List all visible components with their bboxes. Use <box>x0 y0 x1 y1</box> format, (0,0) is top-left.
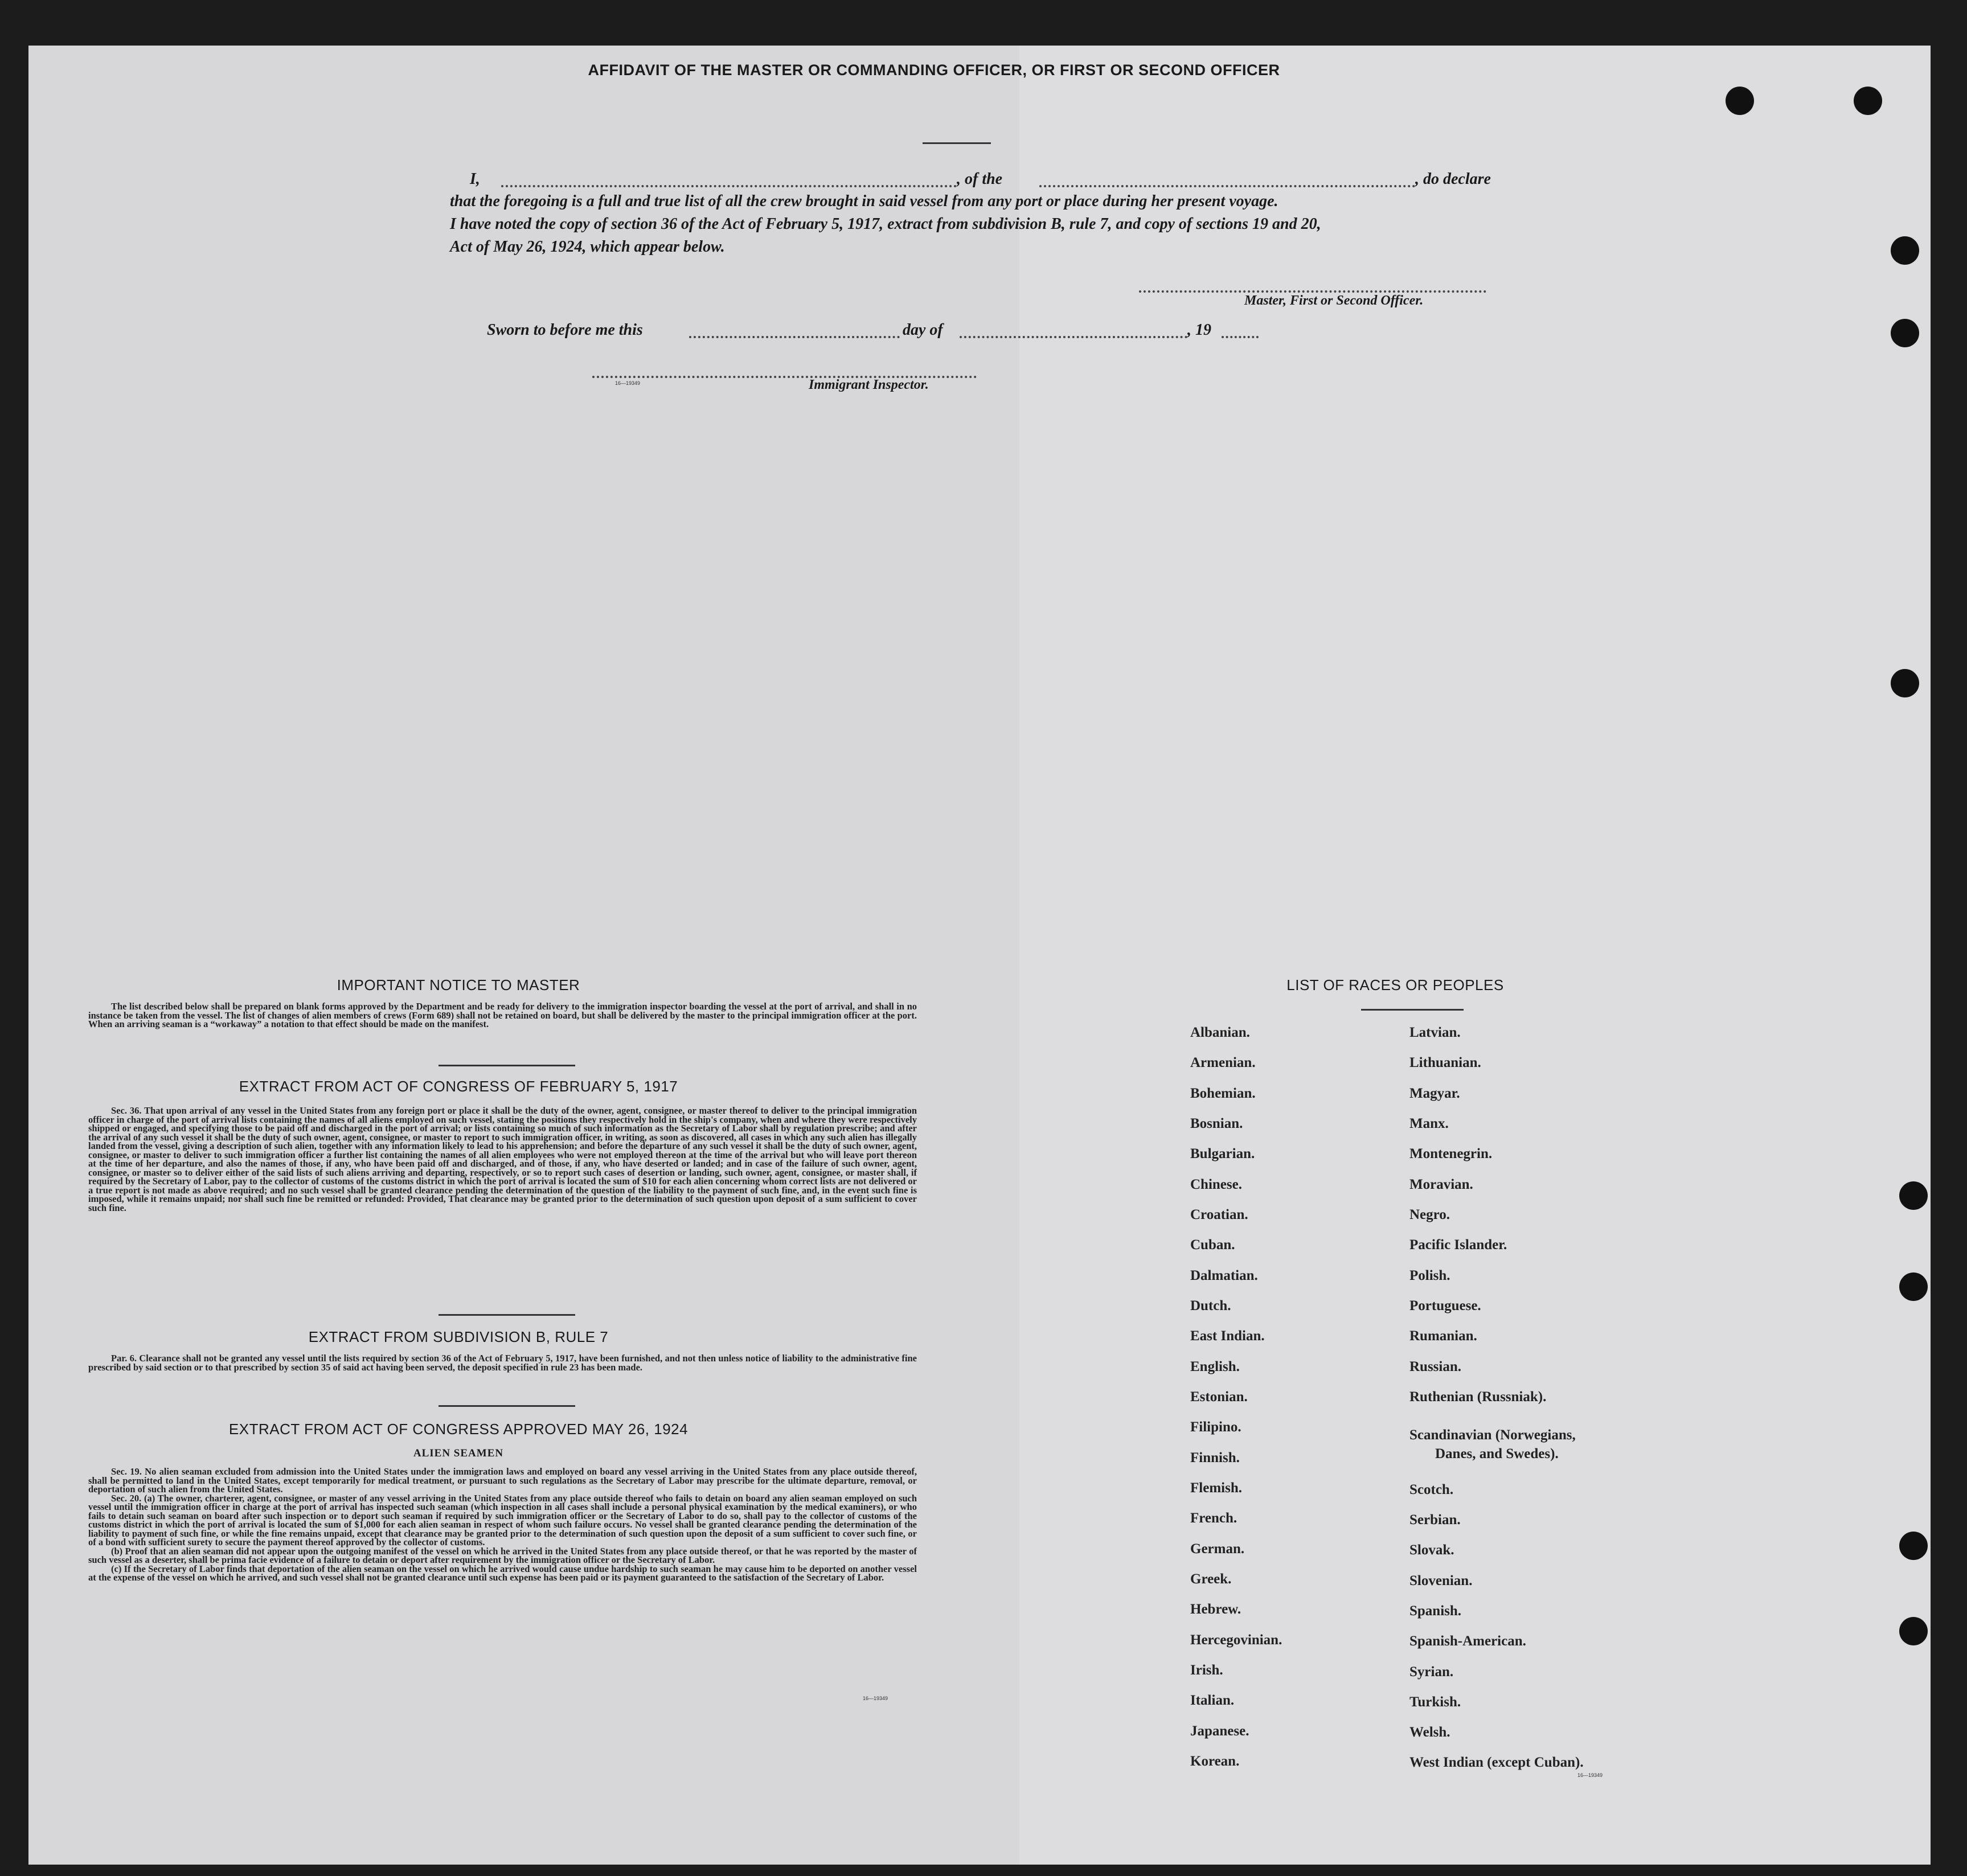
race-item: Bosnian. <box>1190 1116 1243 1131</box>
sec19-paragraph: Sec. 19. No alien seaman excluded from admission into the United States under the immigration laws and employed on board any vessel arriving in the United States from any place outside thereof, shall be permitted to land in the United States, except temporarily for medical treatment, or pursuant to such regulations as the Secretary of Labor may prescribe for the ultimate departure, removal, or deportation of such alien from the United States. <box>88 1466 917 1495</box>
race-item: Italian. <box>1190 1693 1235 1708</box>
race-item: German. <box>1190 1541 1245 1557</box>
affidavit-title: AFFIDAVIT OF THE MASTER OR COMMANDING OFFICER, OR FIRST OR SECOND OFFICER <box>588 61 1280 79</box>
race-item: Moravian. <box>1409 1177 1473 1192</box>
punch-hole <box>1899 1532 1928 1560</box>
race-item: Japanese. <box>1190 1723 1249 1739</box>
race-item: French. <box>1190 1510 1237 1526</box>
race-item: Filipino. <box>1190 1419 1241 1435</box>
race-item: Albanian. <box>1190 1025 1250 1040</box>
race-item: Scandinavian (Norwegians, <box>1409 1427 1576 1443</box>
master-signature-line[interactable] <box>1139 290 1486 293</box>
race-item: English. <box>1190 1359 1240 1374</box>
affidavit-i: I, <box>470 170 480 188</box>
extract-1917-text <box>88 1106 917 1212</box>
race-item: Dutch. <box>1190 1298 1231 1313</box>
race-item: Manx. <box>1409 1116 1449 1131</box>
punch-hole <box>1891 236 1919 265</box>
title-underline <box>923 142 991 144</box>
race-item: Croatian. <box>1190 1207 1248 1222</box>
divider <box>439 1314 575 1316</box>
race-item: Polish. <box>1409 1268 1450 1283</box>
race-item: East Indian. <box>1190 1328 1265 1344</box>
sec20c-paragraph: (c) If the Secretary of Labor finds that deportation of the alien seaman on the vessel on which he arrived would cause undue hardship to such seaman he may cause him to be deported on another vessel at the expense of the vessel on which he arrived, and such vessel shall not be granted clearance until such expense has been paid or its payment guaranteed to the satisfaction of the Secretary of Labor. <box>88 1563 917 1583</box>
race-item: Scotch. <box>1409 1482 1454 1497</box>
races-heading: LIST OF RACES OR PEOPLES <box>1286 976 1504 994</box>
notice-form-code: 16—19349 <box>863 1696 888 1701</box>
punch-hole <box>1891 669 1919 697</box>
document-right-panel <box>1019 46 1931 1865</box>
race-item: Armenian. <box>1190 1055 1256 1070</box>
notice-heading: IMPORTANT NOTICE TO MASTER <box>337 976 580 994</box>
race-item: Bohemian. <box>1190 1086 1256 1101</box>
alien-seamen-subheading: ALIEN SEAMEN <box>413 1447 504 1459</box>
rule7-heading: EXTRACT FROM SUBDIVISION B, RULE 7 <box>308 1328 609 1345</box>
affidavit-form-code: 16—19349 <box>615 380 641 386</box>
affidavit-of-the: , of the <box>957 170 1003 188</box>
race-item: Turkish. <box>1409 1694 1461 1710</box>
race-item: Portuguese. <box>1409 1298 1481 1313</box>
race-item: Lithuanian. <box>1409 1055 1481 1070</box>
sec20a-paragraph: Sec. 20. (a) The owner, charterer, agent, consignee, or master of any vessel arriving in the United States from any place outside thereof who fails to detain on board any alien seaman employed on such vessel until the immigration officer in charge at the port of arrival has inspected such seaman (which inspection in all cases shall include a personal physical examination by the medical examiners), or who fails to detain such seaman on board after such inspection or to deport such seaman if required by such immigration officer or the Secretary of Labor to do so, shall pay to the collector of customs of the customs district in which the port of arrival is located the sum of $1,000 for each alien seaman in respect of whom such failure occurs. No vessel shall be granted clearance pending the determination of the liability to payment of such fine, or while the fine remains unpaid, except that clearance may be granted prior to the determination of such question upon the deposit of a sum sufficient to cover such fine, or of a bond with sufficient surety to secure the payment thereof approved by the collector of customs. <box>88 1492 917 1547</box>
races-form-code: 16—19349 <box>1577 1772 1603 1778</box>
race-item: Syrian. <box>1409 1664 1454 1680</box>
sworn-day-field[interactable] <box>689 336 900 338</box>
race-item: Welsh. <box>1409 1725 1450 1740</box>
race-item: Dalmatian. <box>1190 1268 1258 1283</box>
sworn-year: , 19 <box>1187 321 1211 339</box>
race-item: Hebrew. <box>1190 1602 1241 1617</box>
race-item: Rumanian. <box>1409 1328 1477 1344</box>
race-item: Bulgarian. <box>1190 1146 1255 1161</box>
races-heading-underline <box>1361 1009 1464 1011</box>
master-label: Master, First or Second Officer. <box>1244 293 1424 308</box>
punch-hole <box>1726 87 1754 115</box>
race-item: Pacific Islander. <box>1409 1237 1507 1253</box>
race-item: Finnish. <box>1190 1450 1240 1466</box>
inspector-label: Immigrant Inspector. <box>809 377 929 392</box>
race-item: Ruthenian (Russniak). <box>1409 1389 1547 1405</box>
sworn-month-field[interactable] <box>960 336 1187 338</box>
race-item: Negro. <box>1409 1207 1450 1222</box>
race-item: Magyar. <box>1409 1086 1460 1101</box>
extract-1924-text <box>88 1467 917 1582</box>
race-item: Slovak. <box>1409 1542 1454 1558</box>
extract-1924-heading: EXTRACT FROM ACT OF CONGRESS APPROVED MAY 26, 1924 <box>228 1421 689 1438</box>
sworn-year-field[interactable] <box>1222 336 1259 338</box>
race-item: Estonian. <box>1190 1389 1248 1405</box>
rule7-paragraph: Par. 6. Clearance shall not be granted any vessel until the lists required by section 36 of the Act of February 5, 1917, have been furnished, and not then unless notice of liability to the administrative fine prescribed by said section or to that prescribed by section 35 of said act having been served, the deposit specified in rule 23 has been made. <box>88 1353 917 1373</box>
extract-1917-heading: EXTRACT FROM ACT OF CONGRESS OF FEBRUARY 5, 1917 <box>239 1078 678 1095</box>
affidavit-line-3: I have noted the copy of section 36 of the Act of February 5, 1917, extract from subdivision B, rule 7, and copy of sections 19 and 20, <box>450 215 1321 233</box>
race-item: Spanish-American. <box>1409 1633 1526 1649</box>
extract-1917-paragraph: Sec. 36. That upon arrival of any vessel in the United States from any foreign port or place it shall be the duty of the owner, agent, consignee, or master thereof to deliver to the principal immigration officer in charge of the port of arrival lists containing the names of all aliens employed on such vessel, stating the positions they respectively hold in the ship's company, when and where they were respectively shipped or engaged, and specifying those to be paid off and discharged in the port of arrival; or lists containing so much of such information as the Secretary of Labor shall by regulation prescribe; and after the arrival of any such vessel it shall be the duty of such owner, agent, consignee, or master to report to such immigration officer, in writing, as soon as discovered, all cases in which any such alien has illegally landed from the vessel, giving a description of such alien, together with any information likely to lead to his apprehension; and before the departure of any such vessel it shall be the duty of such owner, agent, consignee, or master to deliver to such immigration officer a further list containing the names of all alien employees who were not employed thereon at the time of the arrival but who will leave port thereon at the time of her departure, and also the names of those, if any, who have been paid off and discharged, and of those, if any, who have deserted or landed; and in case of the failure of such owner, agent, consignee, or master so to deliver either of the said lists of such aliens arriving and departing, respectively, or so to report such cases of desertion or landing, such owner, agent, consignee, or master shall, if required by the Secretary of Labor, pay to the collector of customs of the customs district in which the port of arrival is located the sum of $10 for each alien concerning whom correct lists are not delivered or a true report is not made as above required; and no such vessel shall be granted clearance pending the determination of the question of the liability to the payment of such fine, and, in the event such fine is imposed, while it remains unpaid; nor shall such fine be remitted or refunded: Provided, That clearance may be granted prior to the determination of such question upon deposit of a sum sufficient to cover such fine. <box>88 1105 917 1213</box>
race-item: Slovenian. <box>1409 1573 1473 1588</box>
sworn-prefix: Sworn to before me this <box>487 321 643 339</box>
race-item: Korean. <box>1190 1754 1240 1769</box>
affidavit-line-4: Act of May 26, 1924, which appear below. <box>450 238 725 256</box>
rule7-text <box>88 1354 917 1372</box>
sec20b-paragraph: (b) Proof that an alien seaman did not appear upon the outgoing manifest of the vessel on which he arrived in the United States from any place outside thereof, or that he was reported by the master of such vessel as a deserter, shall be prima facie evidence of a failure to detain or deport after requirement by the immigration officer or the Secretary of Labor. <box>88 1545 917 1565</box>
document-sheet <box>28 46 1931 1865</box>
race-item: Montenegrin. <box>1409 1146 1493 1161</box>
race-item: Hercegovinian. <box>1190 1632 1282 1648</box>
divider <box>439 1405 575 1407</box>
declarant-name-field[interactable] <box>501 185 957 187</box>
punch-hole <box>1891 319 1919 347</box>
punch-hole <box>1854 87 1882 115</box>
race-item: Serbian. <box>1409 1512 1461 1528</box>
race-item: Irish. <box>1190 1662 1223 1678</box>
race-item: Danes, and Swedes). <box>1435 1446 1559 1462</box>
punch-hole <box>1899 1181 1928 1210</box>
race-item: Latvian. <box>1409 1025 1461 1040</box>
race-item: Spanish. <box>1409 1603 1462 1619</box>
notice-paragraph: The list described below shall be prepared on blank forms approved by the Department and be ready for delivery to the immigration inspector boarding the vessel at the port of arrival, and shall in no instance be taken from the vessel. The list of changes of alien members of crews (Form 689) shall not be retained on board, but shall be delivered by the master to the principal immigration officer at the port. When an arriving seaman is a “workaway” a notation to that effect should be made on the manifest. <box>88 1001 917 1029</box>
affidavit-declare: , do declare <box>1415 170 1491 188</box>
race-item: Flemish. <box>1190 1480 1242 1496</box>
punch-hole <box>1899 1272 1928 1301</box>
notice-text <box>88 1002 917 1029</box>
divider <box>439 1065 575 1066</box>
punch-hole <box>1899 1617 1928 1645</box>
race-item: West Indian (except Cuban). <box>1409 1755 1584 1770</box>
race-item: Cuban. <box>1190 1237 1235 1253</box>
affidavit-line-2: that the foregoing is a full and true list of all the crew brought in said vessel from any port or place during her present voyage. <box>450 192 1278 210</box>
race-item: Russian. <box>1409 1359 1462 1374</box>
race-item: Chinese. <box>1190 1177 1242 1192</box>
sworn-day-of: day of <box>903 321 943 339</box>
vessel-name-field[interactable] <box>1039 185 1415 187</box>
race-item: Greek. <box>1190 1571 1232 1587</box>
